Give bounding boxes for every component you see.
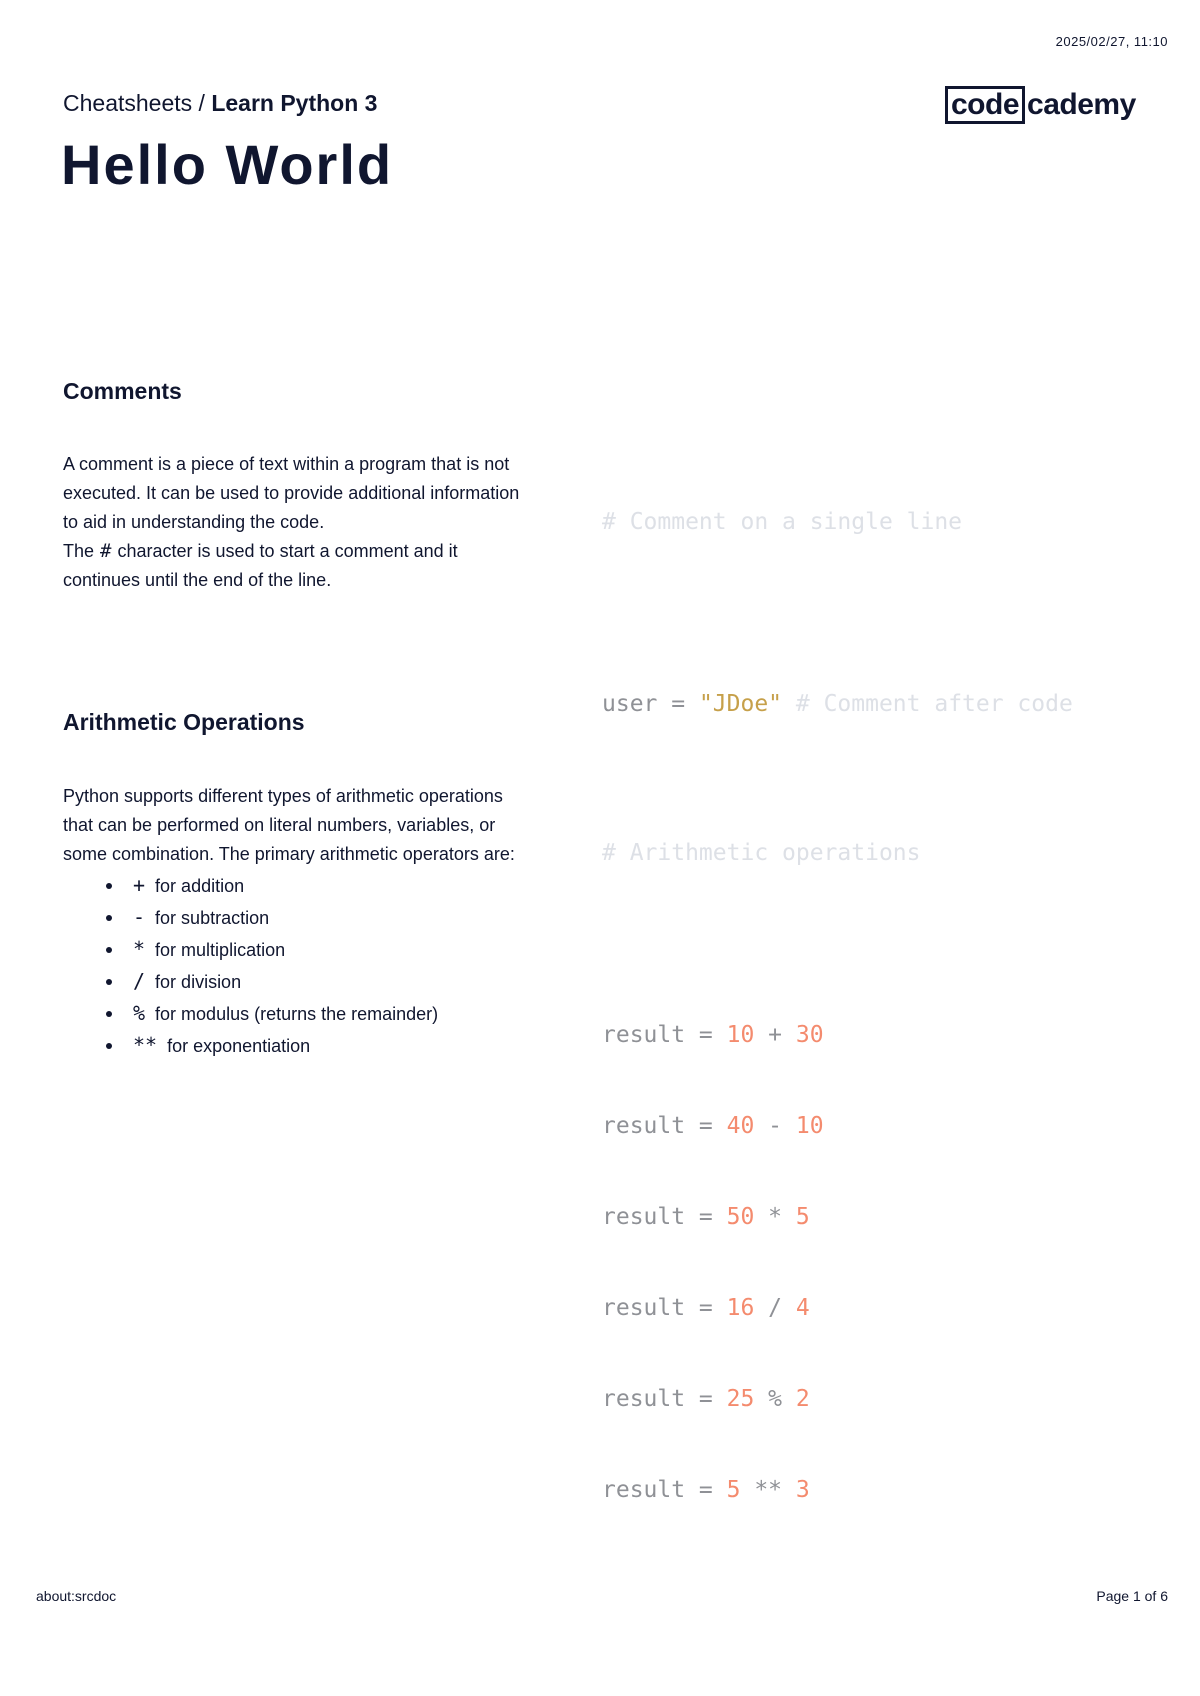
code-lhs: result = bbox=[602, 1477, 727, 1503]
breadcrumb-root-link[interactable]: Cheatsheets bbox=[63, 90, 193, 116]
footer-url: about:srcdoc bbox=[36, 1588, 117, 1604]
code-operator: * bbox=[754, 1204, 796, 1230]
page-number: Page 1 of 6 bbox=[1096, 1588, 1168, 1604]
code-string-literal: "JDoe" bbox=[698, 691, 783, 717]
comments-hash-text-after: character is used to start a comment and it continues until the end of the line. bbox=[63, 541, 458, 590]
arithmetic-code-block bbox=[602, 782, 921, 1536]
breadcrumb bbox=[63, 90, 377, 117]
list-item bbox=[63, 997, 523, 1029]
codecademy-logo[interactable] bbox=[945, 86, 1136, 124]
code-user-line bbox=[602, 685, 1073, 724]
page-title: Hello World bbox=[61, 133, 394, 196]
code-lhs: result = bbox=[602, 1204, 727, 1230]
code-lhs: result = bbox=[602, 1113, 727, 1139]
code-number: 3 bbox=[795, 1477, 810, 1503]
hash-inline-code: # bbox=[100, 540, 112, 562]
code-number: 2 bbox=[795, 1386, 810, 1412]
code-operator: + bbox=[754, 1022, 796, 1048]
operator-symbol: % bbox=[133, 1001, 146, 1025]
code-line bbox=[602, 1198, 921, 1237]
operator-description: for addition bbox=[155, 876, 245, 896]
breadcrumb-separator: / bbox=[192, 90, 212, 116]
list-item bbox=[63, 933, 523, 965]
comments-description bbox=[63, 450, 523, 595]
code-number: 30 bbox=[795, 1022, 824, 1048]
code-lhs: result = bbox=[602, 1295, 727, 1321]
code-line bbox=[602, 1289, 921, 1328]
logo-cademy-text: cademy bbox=[1027, 88, 1136, 121]
code-line bbox=[602, 1016, 921, 1055]
code-lhs: result = bbox=[602, 1022, 727, 1048]
comments-hash-paragraph bbox=[63, 537, 523, 595]
operator-symbol: - bbox=[133, 905, 146, 929]
arithmetic-intro: Python supports different types of arithmetic operations that can be performed on literal numbers, variables, or some combination. The primary arithmetic operators are: bbox=[63, 786, 515, 864]
code-number: 40 bbox=[726, 1113, 755, 1139]
operator-description: for multiplication bbox=[155, 940, 286, 960]
code-line bbox=[602, 1471, 921, 1510]
code-user-var: user = bbox=[602, 691, 699, 717]
comments-paragraph: A comment is a piece of text within a program that is not executed. It can be used to provide additional information to aid in understanding the code. bbox=[63, 454, 520, 532]
operator-symbol: + bbox=[133, 873, 146, 897]
operator-list bbox=[63, 869, 523, 1061]
operator-description: for division bbox=[155, 972, 242, 992]
list-item bbox=[63, 901, 523, 933]
print-timestamp: 2025/02/27, 11:10 bbox=[1055, 34, 1168, 49]
breadcrumb-course-link[interactable]: Learn Python 3 bbox=[211, 90, 378, 116]
code-number: 50 bbox=[726, 1204, 755, 1230]
code-operator: - bbox=[754, 1113, 796, 1139]
code-comment-line: # Arithmetic operations bbox=[602, 840, 921, 866]
list-item bbox=[63, 965, 523, 997]
code-line bbox=[602, 1107, 921, 1146]
section-heading-comments: Comments bbox=[63, 378, 182, 404]
operator-symbol: * bbox=[133, 937, 146, 961]
list-item bbox=[63, 1029, 523, 1061]
operator-description: for exponentiation bbox=[167, 1036, 311, 1056]
code-operator: % bbox=[754, 1386, 796, 1412]
list-item bbox=[63, 869, 523, 901]
operator-symbol: / bbox=[133, 969, 146, 993]
code-operator: ** bbox=[740, 1477, 796, 1503]
operator-symbol: ** bbox=[133, 1033, 158, 1057]
code-number: 4 bbox=[795, 1295, 810, 1321]
comments-code-block bbox=[602, 451, 1073, 750]
code-number: 10 bbox=[726, 1022, 755, 1048]
code-number: 16 bbox=[726, 1295, 755, 1321]
logo-code-box: code bbox=[945, 86, 1025, 124]
code-number: 10 bbox=[795, 1113, 824, 1139]
code-number: 5 bbox=[795, 1204, 810, 1230]
code-operator: / bbox=[754, 1295, 796, 1321]
code-number: 5 bbox=[726, 1477, 741, 1503]
code-trailing-comment: # Comment after code bbox=[782, 691, 1073, 717]
code-comment-line: # Comment on a single line bbox=[602, 509, 963, 535]
arithmetic-description bbox=[63, 782, 523, 1061]
comments-hash-text-before: The bbox=[63, 541, 95, 561]
operator-description: for subtraction bbox=[155, 908, 270, 928]
code-lhs: result = bbox=[602, 1386, 727, 1412]
code-line bbox=[602, 1380, 921, 1419]
code-number: 25 bbox=[726, 1386, 755, 1412]
section-heading-arithmetic: Arithmetic Operations bbox=[63, 709, 305, 735]
operator-description: for modulus (returns the remainder) bbox=[155, 1004, 439, 1024]
